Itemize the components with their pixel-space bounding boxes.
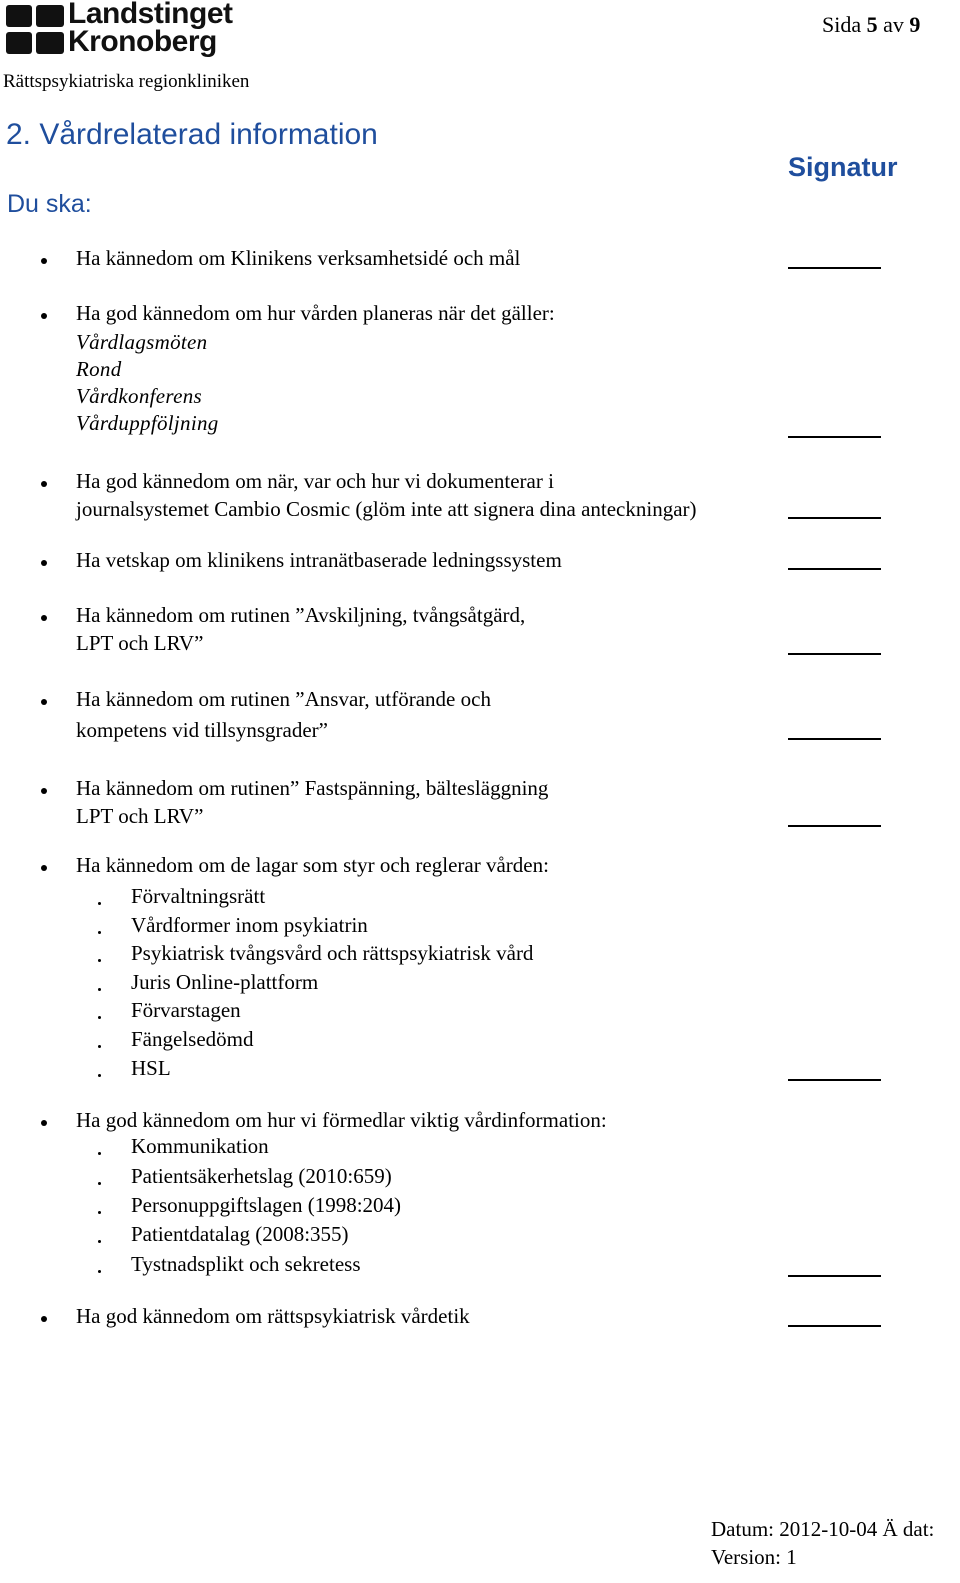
page-mid: av (883, 12, 904, 37)
italic-subitem: Vårdlagsmöten (76, 330, 208, 354)
signature-line[interactable] (788, 568, 881, 570)
item-text: LPT och LRV” (76, 804, 204, 828)
sub-item: Patientdatalag (2008:355) (131, 1222, 349, 1246)
item-text: Ha god kännedom om hur vi förmedlar viktig vårdinformation: (76, 1108, 607, 1132)
bullet-icon (41, 560, 47, 566)
list-item (76, 244, 520, 272)
bullet-icon (41, 699, 47, 705)
landstinget-logo-icon (6, 5, 64, 55)
logo-line-2: Kronoberg (68, 25, 217, 58)
signature-line[interactable] (788, 436, 881, 438)
list-item (76, 601, 525, 657)
sub-item: Personuppgiftslagen (1998:204) (131, 1193, 402, 1217)
sub-item: Psykiatrisk tvångsvård och rättspsykiatrisk vård (131, 941, 534, 965)
signature-line[interactable] (788, 653, 881, 655)
page-number (822, 12, 920, 38)
signature-line[interactable] (788, 825, 881, 827)
item-text: Ha god kännedom om rättspsykiatrisk vårdetik (76, 1304, 470, 1328)
italic-subitem: Vårduppföljning (76, 411, 219, 435)
sub-bullet-icon (98, 1152, 101, 1155)
logo-wordmark (68, 0, 233, 56)
section-title: 2. Vårdrelaterad information (6, 118, 378, 151)
sub-item: HSL (131, 1056, 171, 1080)
bullet-icon (41, 1316, 47, 1322)
bullet-icon (41, 615, 47, 621)
footer-date: Datum: 2012-10-04 Ä dat: (711, 1517, 935, 1541)
bullet-icon (41, 865, 47, 871)
signature-column-header: Signatur (788, 152, 898, 182)
sub-item: Juris Online-plattform (131, 970, 319, 994)
sub-bullet-icon (98, 1182, 101, 1185)
item-text: Ha vetskap om klinikens intranätbaserade ledningssystem (76, 548, 562, 572)
list-item (76, 299, 555, 437)
list-item (76, 1302, 470, 1330)
footer-version: Version: 1 (711, 1545, 797, 1569)
clinic-subtitle: Rättspsykiatriska regionkliniken (3, 71, 250, 92)
signature-line[interactable] (788, 1079, 881, 1081)
page-prefix: Sida (822, 12, 862, 37)
item-text: Ha kännedom om rutinen” Fastspänning, bältesläggning (76, 776, 549, 800)
item-text: Ha god kännedom om hur vården planeras när det gäller: (76, 301, 555, 325)
sub-item: Fängelsedömd (131, 1027, 254, 1051)
sub-bullet-icon (98, 988, 101, 991)
sub-item: Förvaltningsrätt (131, 884, 266, 908)
signature-line[interactable] (788, 1325, 881, 1327)
item-text: kompetens vid tillsynsgrader” (76, 718, 328, 742)
page-total: 9 (909, 12, 921, 37)
sub-bullet-icon (98, 1211, 101, 1214)
bullet-icon (41, 1120, 47, 1126)
sub-item: Patientsäkerhetslag (2010:659) (131, 1164, 392, 1188)
sub-bullet-icon (98, 931, 101, 934)
page-current: 5 (866, 12, 878, 37)
list-item (76, 546, 562, 574)
logo-line-1: Landstinget (68, 0, 233, 30)
item-text: Ha kännedom om rutinen ”Ansvar, utförande och (76, 687, 491, 711)
italic-subitem: Rond (76, 357, 122, 381)
bullet-icon (41, 481, 47, 487)
item-text: Ha kännedom om de lagar som styr och reglerar vården: (76, 853, 549, 877)
item-text: Ha kännedom om rutinen ”Avskiljning, tvångsåtgärd, (76, 603, 526, 627)
sub-item: Tystnadsplikt och sekretess (131, 1252, 361, 1276)
sub-bullet-icon (98, 902, 101, 905)
sub-bullet-icon (98, 1240, 101, 1243)
list-item (76, 467, 697, 523)
signature-line[interactable] (788, 738, 881, 740)
signature-line[interactable] (788, 267, 881, 269)
sub-bullet-icon (98, 1270, 101, 1273)
item-text: LPT och LRV” (76, 631, 204, 655)
list-item (76, 685, 491, 744)
list-item (76, 851, 549, 879)
sub-item: Kommunikation (131, 1134, 269, 1158)
sub-item: Förvarstagen (131, 998, 241, 1022)
item-text: journalsystemet Cambio Cosmic (glöm inte att signera dina anteckningar) (76, 497, 697, 521)
bullet-icon (41, 788, 47, 794)
signature-line[interactable] (788, 517, 881, 519)
italic-subitem: Vårdkonferens (76, 384, 202, 408)
signature-line[interactable] (788, 1275, 881, 1277)
list-item (76, 1106, 607, 1134)
item-text: Ha kännedom om Klinikens verksamhetsidé och mål (76, 246, 521, 270)
section-intro: Du ska: (7, 190, 92, 218)
sub-bullet-icon (98, 1045, 101, 1048)
sub-bullet-icon (98, 1016, 101, 1019)
item-text: Ha god kännedom om när, var och hur vi dokumenterar i (76, 469, 554, 493)
sub-bullet-icon (98, 959, 101, 962)
sub-bullet-icon (98, 1074, 101, 1077)
list-item (76, 774, 548, 830)
bullet-icon (41, 258, 47, 264)
sub-item: Vårdformer inom psykiatrin (131, 913, 368, 937)
bullet-icon (41, 313, 47, 319)
